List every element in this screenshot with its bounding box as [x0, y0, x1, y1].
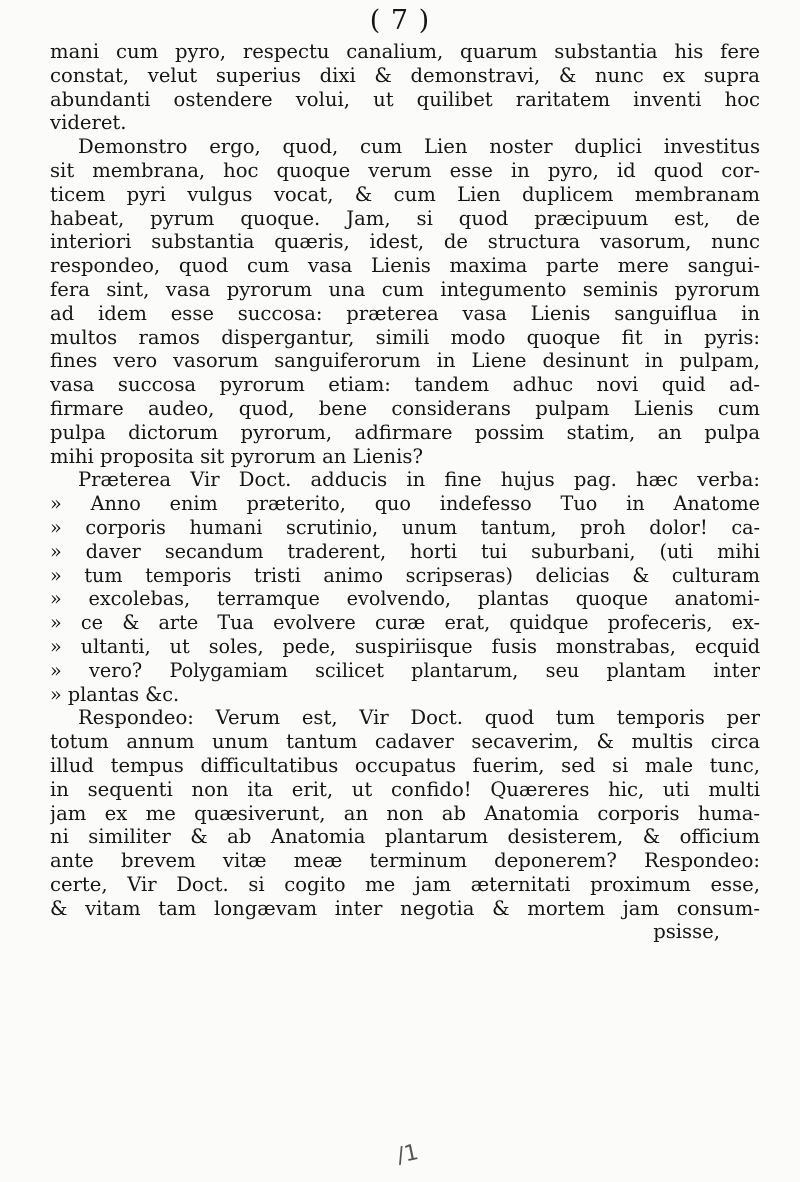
text-line: mihi proposita sit pyrorum an Lienis? [50, 444, 423, 468]
quote-line: » plantas &c. [50, 682, 180, 706]
text-line: ad idem esse succosa: præterea vasa Lienis sanguiflua in [50, 301, 760, 325]
quote-line: » vero? Polygamiam scilicet plantarum, seu plantam inter [50, 658, 760, 682]
text-line: mani cum pyro, respectu canalium, quarum substantia his fere [50, 40, 760, 63]
text-line: habeat, pyrum quoque. Jam, si quod præcipuum est, de [50, 206, 760, 230]
text-line: pulpa dictorum pyrorum, adfirmare possim statim, an pulpa [50, 420, 760, 444]
quote-line: » daver secandum traderent, horti tui suburbani, (uti mihi [50, 539, 760, 563]
text-line: constat, velut superius dixi & demonstravi, & nunc ex supra [50, 63, 760, 87]
text-line: totum annum unum tantum cadaver secaverim, & multis circa [50, 730, 760, 754]
quote-line: » ultanti, ut soles, pede, suspiriisque fusis monstrabas, ecquid [50, 634, 760, 658]
text-line: firmare audeo, quod, bene considerans pulpam Lienis cum [50, 396, 760, 420]
catchword: psisse, [653, 920, 720, 944]
text-line: illud tempus difficultatibus occupatus fuerim, sed si male tunc, [50, 753, 760, 777]
quote-line: » corporis humani scrutinio, unum tantum, proh dolor! ca- [50, 515, 760, 539]
text-line: Præterea Vir Doct. adducis in fine hujus pag. hæc verba: [78, 468, 760, 492]
text-line: Demonstro ergo, quod, cum Lien noster duplici investitus [78, 135, 760, 159]
handwritten-mark: /1 [394, 1140, 421, 1169]
text-line: fines vero vasorum sanguiferorum in Liene desinunt in pulpam, [50, 349, 760, 373]
quote-line: » tum temporis tristi animo scripseras) delicias & culturam [50, 563, 760, 587]
quote-line: » Anno enim præterito, quo indefesso Tuo in Anatome [50, 492, 760, 516]
text-line: respondeo, quod cum vasa Lienis maxima parte mere sangui- [50, 254, 760, 278]
text-line: interiori substantia quæris, idest, de structura vasorum, nunc [50, 230, 760, 254]
text-line: vasa succosa pyrorum etiam: tandem adhuc novi quid ad- [50, 373, 760, 397]
text-line: Respondeo: Verum est, Vir Doct. quod tum temporis per [78, 706, 760, 730]
page-number: ( 7 ) [369, 5, 431, 36]
text-line: certe, Vir Doct. si cogito me jam æternitati proximum esse, [50, 872, 760, 896]
text-line: abundanti ostendere volui, ut quilibet raritatem inventi hoc [50, 87, 760, 111]
text-line: ni similiter & ab Anatomia plantarum desisterem, & officium [50, 825, 760, 849]
text-line: ante brevem vitæ meæ terminum deponerem? Respondeo: [50, 849, 760, 873]
text-line: in sequenti non ita erit, ut confido! Quæreres hic, uti multi [50, 777, 760, 801]
quote-line: » ce & arte Tua evolvere curæ erat, quidque profeceris, ex- [50, 611, 760, 635]
text-line: jam ex me quæsiverunt, an non ab Anatomia corporis huma- [50, 801, 760, 825]
text-line: multos ramos dispergantur, simili modo quoque fit in pyris: [50, 325, 760, 349]
quote-line: » excolebas, terramque evolvendo, plantas quoque anatomi- [50, 587, 760, 611]
body-text [50, 40, 760, 944]
text-line: ticem pyri vulgus vocat, & cum Lien duplicem membranam [50, 182, 760, 206]
text-line: videret. [50, 111, 127, 135]
text-line: & vitam tam longævam inter negotia & mortem jam consum- [50, 896, 760, 920]
text-line: sit membrana, hoc quoque verum esse in pyro, id quod cor- [50, 158, 760, 182]
text-line: fera sint, vasa pyrorum una cum integumento seminis pyrorum [50, 277, 760, 301]
